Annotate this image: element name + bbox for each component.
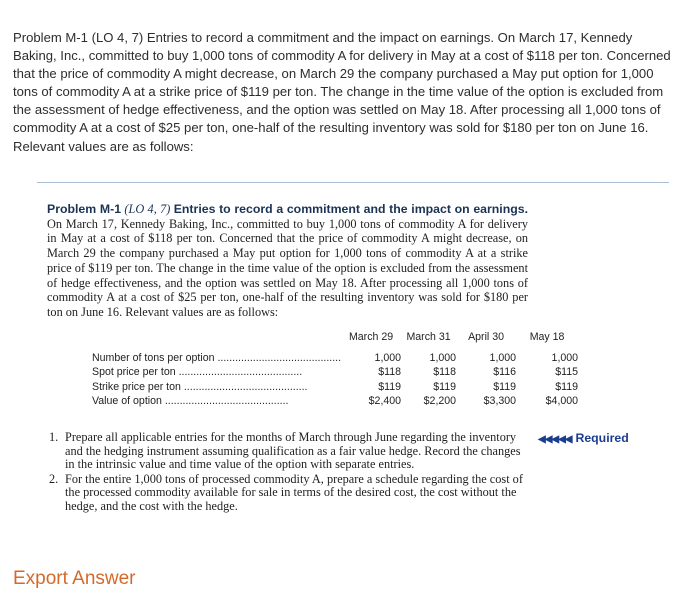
arrow-left-icon: ◀◀◀◀◀ (538, 434, 572, 445)
table-cell: 1,000 (429, 351, 457, 364)
table-cell: 1,000 (374, 351, 402, 364)
row-label: Spot price per ton (92, 366, 176, 379)
table-cell: $118 (378, 366, 402, 379)
table-header-row (92, 330, 578, 351)
problem-label: Problem M-1 (47, 202, 122, 216)
table-cell: $119 (555, 380, 579, 393)
requirement-number: 1. (49, 430, 59, 444)
requirement-text: Prepare all applicable entries for the months of March through June regarding the inventory and the hedging instrument assuming qualification as a fair value hedge. Record the changes in the intrinsic value and time value of the option with separate entries. (65, 430, 521, 472)
table-cell: $119 (433, 380, 457, 393)
row-label: Strike price per ton (92, 380, 181, 393)
problem-intro-text: Problem M-1 (LO 4, 7) Entries to record a commitment and the impact on earnings. On March 17, Kennedy Baking, Inc., committed to buy 1,000 tons of commodity A for delivery in May at a cost of $118 per ton. Concerned that the price of commodity A might decrease, on March 29 the company purchased a May put option for 1,000 tons of commodity A at a strike price of $119 per ton. The change in the time value of the option is excluded from the assessment of hedge effectiveness, and the option was settled on May 18. After processing all 1,000 tons of commodity A at a cost of $25 per ton, one-half of the resulting inventory was sold for $180 per ton on June 16. Relevant values are as follows: (13, 30, 671, 154)
table-cell: $4,000 (545, 395, 579, 408)
problem-statement (47, 202, 528, 320)
table-cell: 1,000 (489, 351, 517, 364)
table-cell: 1,000 (551, 351, 579, 364)
requirement-text: For the entire 1,000 tons of processed commodity A, prepare a schedule regarding the cost of the processed commodity available for sale in terms of the desired cost, the cost without the hedge, and the cost with the hedge. (65, 471, 523, 513)
row-label: Value of option (92, 395, 162, 408)
table-cell: $116 (493, 366, 517, 379)
export-answer-link[interactable]: Export Answer (13, 568, 136, 589)
required-marker (538, 431, 629, 445)
table-cell: $2,400 (368, 395, 402, 408)
table-cell: $3,300 (483, 395, 517, 408)
list-item (49, 473, 529, 514)
requirement-number: 2. (49, 471, 59, 486)
table-row: Number of tons per option .......................................... 1,000 1,000 1,000 1,000 (92, 351, 579, 364)
relevant-values-table (92, 330, 578, 409)
requirements-list (49, 431, 529, 515)
divider (37, 182, 669, 183)
table-row: Value of option .......................................... $2,400 $2,200 $3,300 $4,000 (92, 395, 579, 408)
list-item (49, 431, 529, 472)
table-cell: $118 (433, 366, 457, 379)
row-label: Number of tons per option (92, 351, 215, 364)
problem-body: On March 17, Kennedy Baking, Inc., committed to buy 1,000 tons of commodity A for delivery in May at a cost of $118 per ton. Concerned that the price of commodity A might decrease, on March 29 the company purchased a May put option for 1,000 tons of commodity A at a strike price of $119 per ton. The change in the time value of the option is excluded from the assessment of hedge effectiveness, and the option was settled on May 18. After processing all 1,000 tons of commodity A at a cost of $25 per ton, one-half of the resulting inventory was sold for $180 per ton on June 16. Relevant values are as follows: (47, 216, 528, 319)
required-label: Required (575, 431, 629, 445)
table-cell: $119 (493, 380, 517, 393)
table-row: Spot price per ton .......................................... $118 $118 $116 $115 (92, 366, 579, 379)
table-cell: $119 (378, 380, 402, 393)
learning-objective: (LO 4, 7) (124, 202, 171, 216)
problem-title: Entries to record a commitment and the impact on earnings. (173, 202, 528, 216)
table-cell: $2,200 (423, 395, 457, 408)
table-cell: $115 (555, 366, 579, 379)
column-header: March 31 (406, 331, 451, 344)
column-header: May 18 (529, 331, 565, 344)
table-row: Strike price per ton .......................................... $119 $119 $119 $119 (92, 380, 579, 393)
column-header: March 29 (348, 331, 394, 344)
column-header: April 30 (468, 331, 505, 344)
